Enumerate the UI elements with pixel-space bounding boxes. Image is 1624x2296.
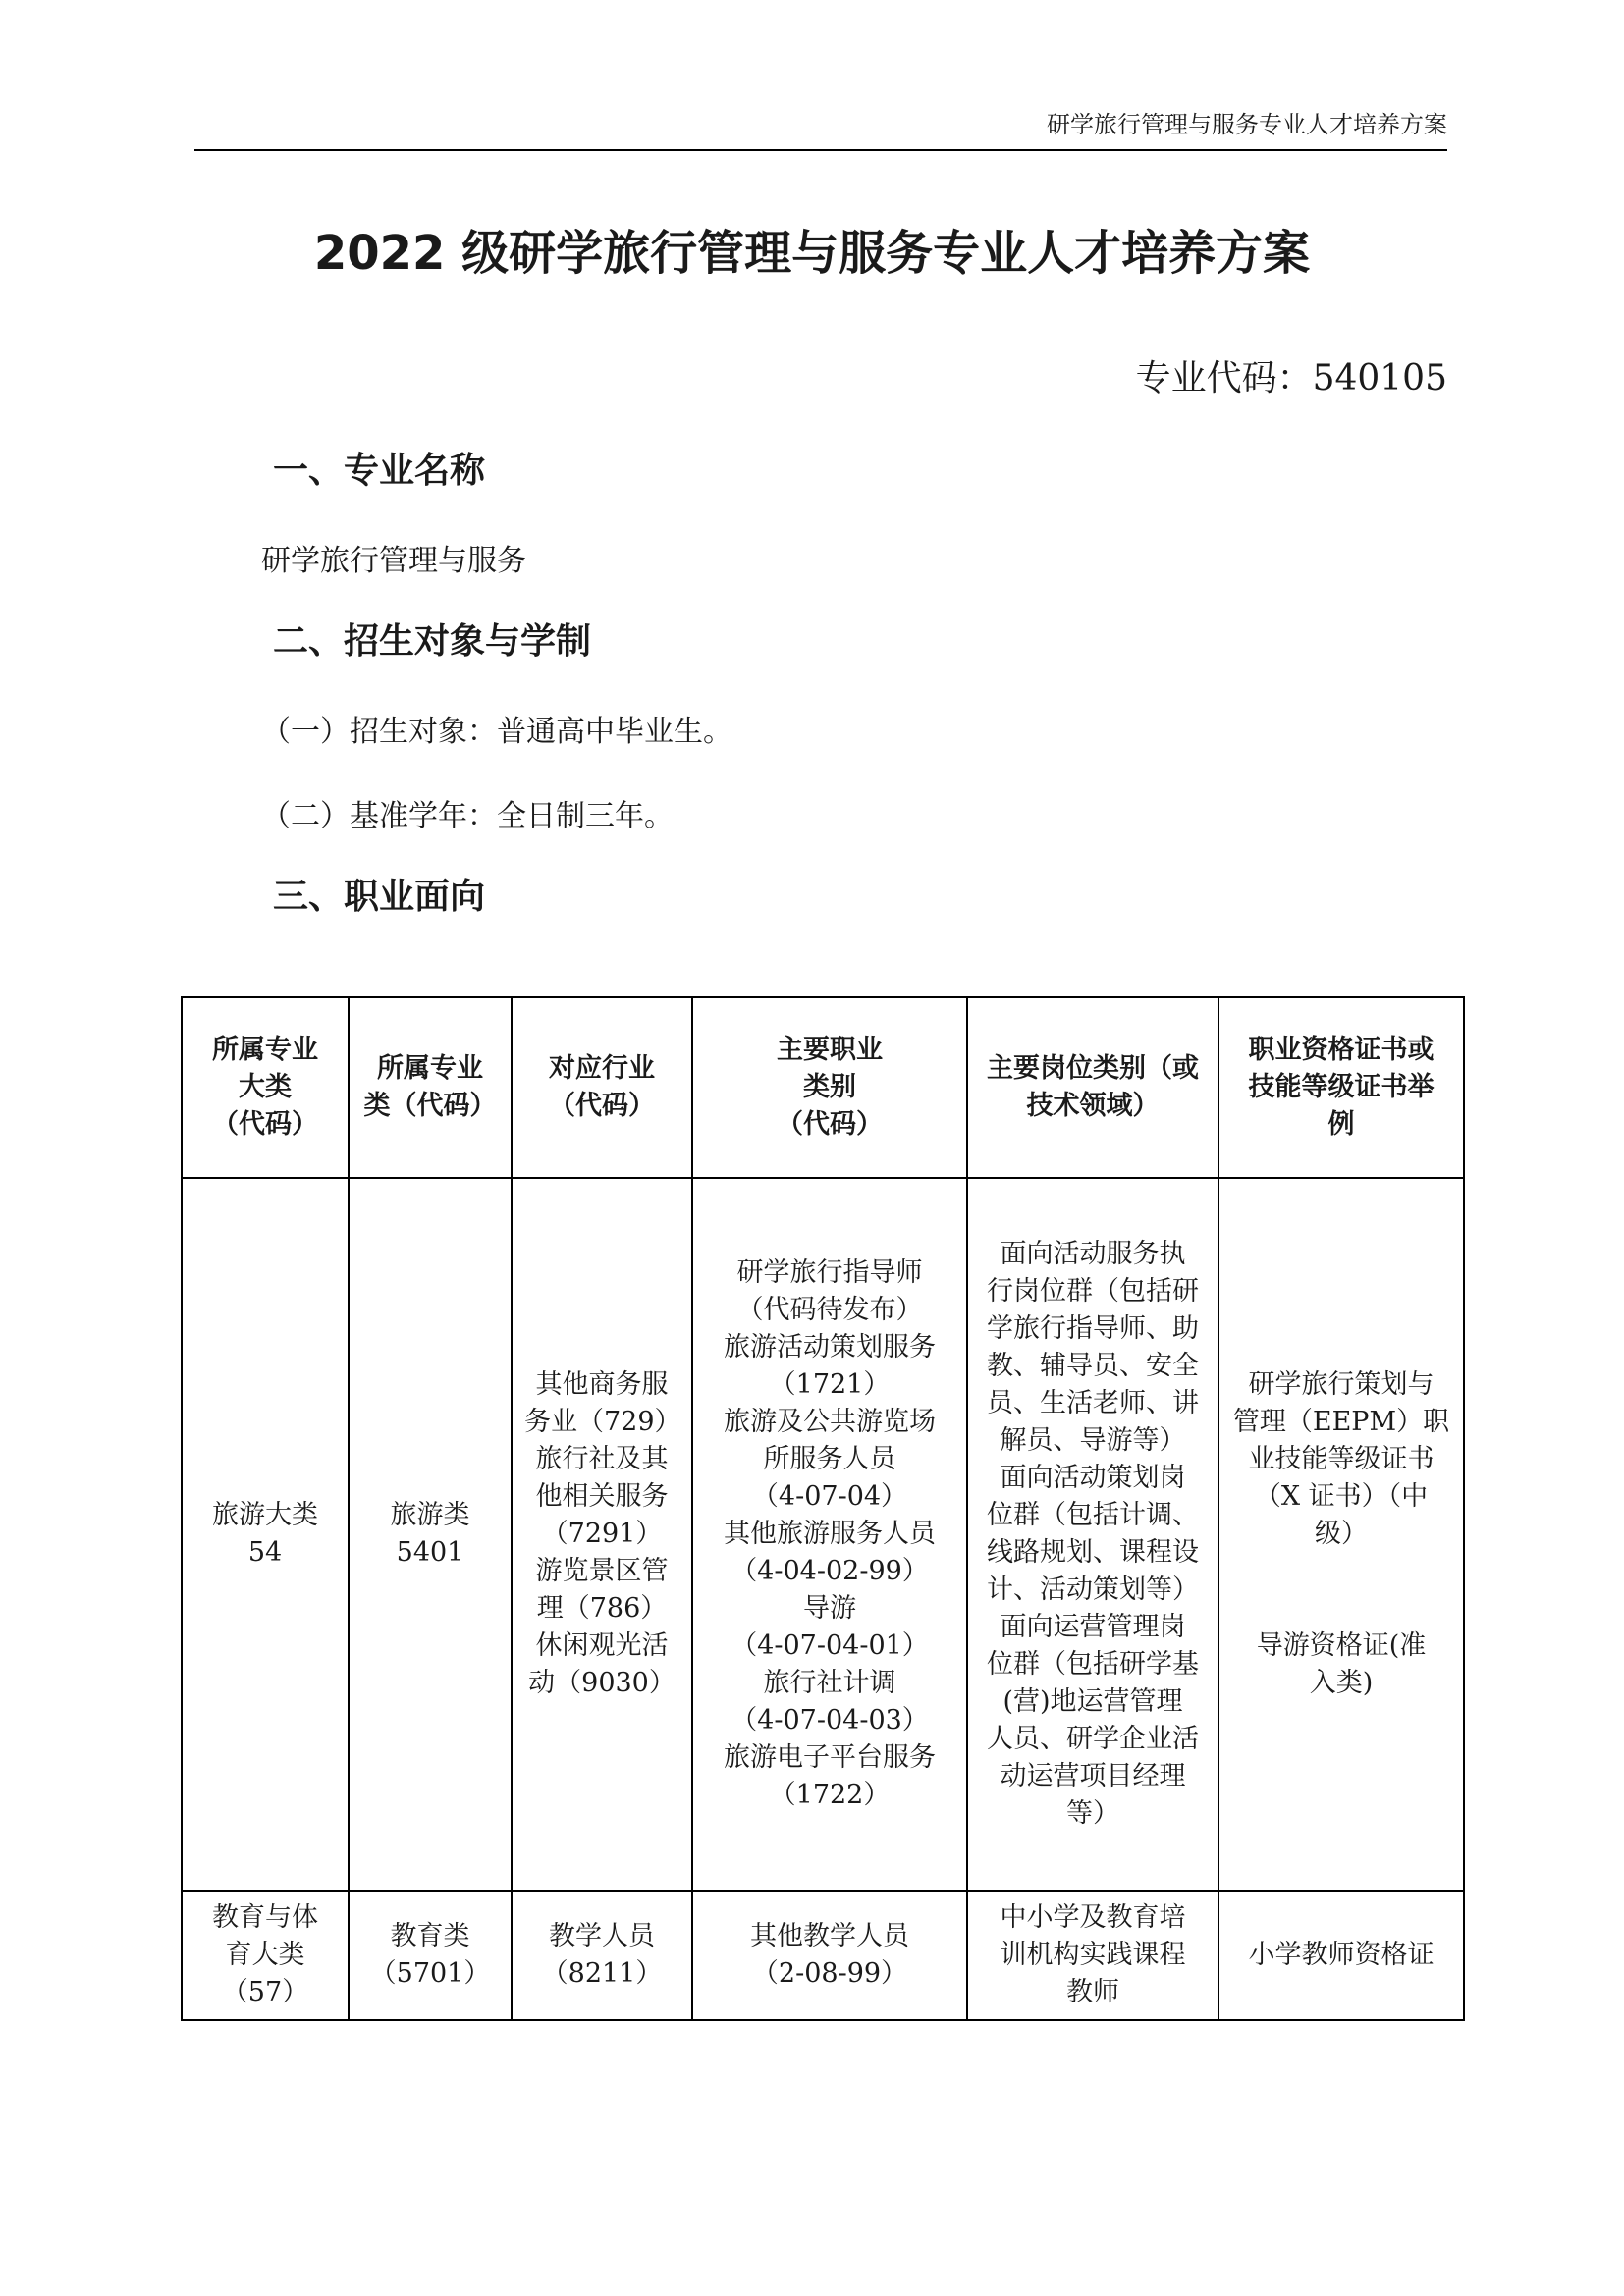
cell-text-line: 行岗位群（包括研 — [987, 1276, 1199, 1307]
cell-text-line: 务业（729） — [524, 1407, 681, 1437]
cell-text-line: （7291） — [541, 1519, 663, 1549]
document-title: 2022 级研学旅行管理与服务专业人才培养方案 — [313, 226, 1311, 281]
major-code: 专业代码：540105 — [1135, 358, 1447, 399]
cell-text-line: 理（786） — [536, 1593, 668, 1624]
cell-class — [349, 1178, 512, 1891]
cell-text-line: 旅行社及其 — [535, 1444, 669, 1474]
cell-text-line: 旅游大类 — [212, 1500, 318, 1530]
cell-text-line: 54 — [247, 1537, 283, 1568]
cell-text-line: （4-07-04-03） — [731, 1705, 929, 1735]
cell-text-line: 动运营项目经理 — [1000, 1761, 1186, 1791]
cell-text-line: 其他旅游服务人员 — [724, 1519, 936, 1549]
cell-text-line: 业技能等级证书 — [1248, 1444, 1435, 1474]
cell-text-line: （8211） — [541, 1958, 663, 1989]
section-heading-major-name: 一、专业名称 — [273, 451, 486, 491]
cell-text-line: 等） — [1066, 1798, 1119, 1829]
cell-text-line: 游览景区管 — [535, 1556, 669, 1586]
cell-text-line: （1722） — [769, 1780, 891, 1810]
cell-text-line — [1231, 1590, 1451, 1628]
cell-text-line: 小学教师资格证 — [1248, 1940, 1435, 1970]
cell-text-line: （4-07-04） — [751, 1481, 908, 1512]
header-category — [182, 997, 349, 1178]
cell-text-line: 旅游活动策划服务 — [724, 1332, 936, 1362]
cell-text-line: （代码） — [212, 1109, 318, 1140]
cell-text-line: 导游资格证(准 — [1256, 1630, 1427, 1661]
cell-positions — [967, 1178, 1218, 1891]
cell-text-line: 教育类 — [390, 1921, 470, 1951]
cell-text-line: 面向活动策划岗 — [1000, 1463, 1186, 1493]
cell-text-line: 学旅行指导师、助 — [987, 1313, 1199, 1344]
cell-text-line: （代码） — [549, 1091, 655, 1121]
cell-text-line: 中小学及教育培 — [1000, 1902, 1186, 1933]
cell-text-line: 教育与体 — [212, 1902, 318, 1933]
cell-text-line: 入类) — [1309, 1668, 1374, 1698]
header-industry — [512, 997, 692, 1178]
cell-text-line: （4-07-04-01） — [731, 1630, 929, 1661]
cell-text-line: 休闲观光活 — [535, 1630, 669, 1661]
cell-text-line: 面向运营管理岗 — [1000, 1612, 1186, 1642]
cell-text-line: （2-08-99） — [751, 1958, 908, 1989]
header-certificates — [1218, 997, 1464, 1178]
cell-text-line: 线路规划、课程设 — [987, 1537, 1199, 1568]
header-occupation — [692, 997, 967, 1178]
cell-text-line: 教、辅导员、安全 — [987, 1351, 1199, 1381]
cell-text-line: 教学人员 — [549, 1921, 655, 1951]
cell-text-line: 旅游类 — [390, 1500, 470, 1530]
cell-text-line: 技术领域） — [1026, 1091, 1160, 1121]
cell-class — [349, 1891, 512, 2020]
cell-text-line: 主要职业 — [777, 1035, 883, 1065]
cell-certificates — [1218, 1178, 1464, 1891]
cell-text-line: 位群（包括计调、 — [987, 1500, 1199, 1530]
table-header-row — [182, 997, 1464, 1178]
cell-text-line: 育大类 — [225, 1940, 305, 1970]
cell-text-line: 训机构实践课程 — [1000, 1940, 1186, 1970]
header-positions — [967, 997, 1218, 1178]
cell-text-line: 位群（包括研学基 — [987, 1649, 1199, 1680]
cell-text-line: 旅游及公共游览场 — [724, 1407, 936, 1437]
career-orientation-table — [181, 996, 1465, 2021]
cell-text-line: 所属专业 — [212, 1035, 318, 1065]
cell-text-line: 人员、研学企业活 — [987, 1724, 1199, 1754]
cell-occupation — [692, 1891, 967, 2020]
cell-text-line: 教师 — [1066, 1977, 1119, 2007]
cell-text-line: 所属专业 — [377, 1053, 483, 1084]
cell-text-line: 计、活动策划等） — [987, 1575, 1199, 1605]
cell-occupation — [692, 1178, 967, 1891]
section-heading-enrollment: 二、招生对象与学制 — [273, 621, 592, 662]
cell-text-line — [1231, 1553, 1451, 1590]
header-class — [349, 997, 512, 1178]
cell-text-line: 其他教学人员 — [750, 1921, 909, 1951]
cell-text-line: (营)地运营管理 — [1002, 1686, 1183, 1717]
cell-text-line: 面向活动服务执 — [1000, 1239, 1186, 1269]
cell-text-line: 例 — [1327, 1109, 1355, 1140]
cell-category — [182, 1891, 349, 2020]
cell-text-line: 技能等级证书举 — [1248, 1072, 1435, 1102]
table-row — [182, 1891, 1464, 2020]
study-duration-text: （二）基准学年：全日制三年。 — [261, 799, 674, 833]
table-row — [182, 1178, 1464, 1891]
cell-text-line: 主要岗位类别（或 — [987, 1053, 1199, 1084]
cell-text-line: （X 证书）（中 — [1254, 1481, 1429, 1512]
cell-text-line: 他相关服务 — [535, 1481, 669, 1512]
cell-text-line: （5701） — [369, 1958, 491, 1989]
cell-text-line: （4-04-02-99） — [731, 1556, 929, 1586]
cell-text-line: 类（代码） — [363, 1091, 497, 1121]
section-heading-career-orientation: 三、职业面向 — [273, 877, 486, 917]
major-name-text: 研学旅行管理与服务 — [261, 544, 526, 578]
cell-text-line: 所服务人员 — [763, 1444, 896, 1474]
cell-text-line: 职业资格证书或 — [1248, 1035, 1435, 1065]
cell-industry — [512, 1178, 692, 1891]
cell-text-line: 动（9030） — [528, 1668, 676, 1698]
enrollment-target-text: （一）招生对象：普通高中毕业生。 — [261, 715, 732, 749]
cell-category — [182, 1178, 349, 1891]
cell-text-line: 类别 — [803, 1072, 856, 1102]
cell-text-line: 旅行社计调 — [763, 1668, 896, 1698]
cell-text-line: 导游 — [803, 1593, 856, 1624]
cell-text-line: 大类 — [239, 1072, 292, 1102]
cell-text-line: 5401 — [396, 1537, 464, 1568]
cell-text-line: （57） — [221, 1977, 309, 2007]
cell-industry — [512, 1891, 692, 2020]
cell-positions — [967, 1891, 1218, 2020]
cell-text-line: 研学旅行策划与 — [1248, 1369, 1435, 1400]
cell-text-line: 旅游电子平台服务 — [724, 1742, 936, 1773]
cell-text-line: 其他商务服 — [535, 1369, 669, 1400]
cell-text-line: 解员、导游等） — [1000, 1425, 1186, 1456]
cell-text-line: （代码） — [777, 1109, 883, 1140]
cell-text-line: 员、生活老师、讲 — [987, 1388, 1199, 1418]
cell-certificates — [1218, 1891, 1464, 2020]
cell-text-line: （代码待发布） — [736, 1295, 923, 1325]
cell-text-line: 对应行业 — [549, 1053, 655, 1084]
cell-text-line: 研学旅行指导师 — [736, 1257, 923, 1288]
cell-text-line: 管理（EEPM）职 — [1232, 1407, 1450, 1437]
cell-text-line: （1721） — [769, 1369, 891, 1400]
header-rule — [194, 149, 1447, 151]
cell-text-line: 级） — [1315, 1519, 1368, 1549]
running-header: 研学旅行管理与服务专业人才培养方案 — [1047, 111, 1447, 138]
